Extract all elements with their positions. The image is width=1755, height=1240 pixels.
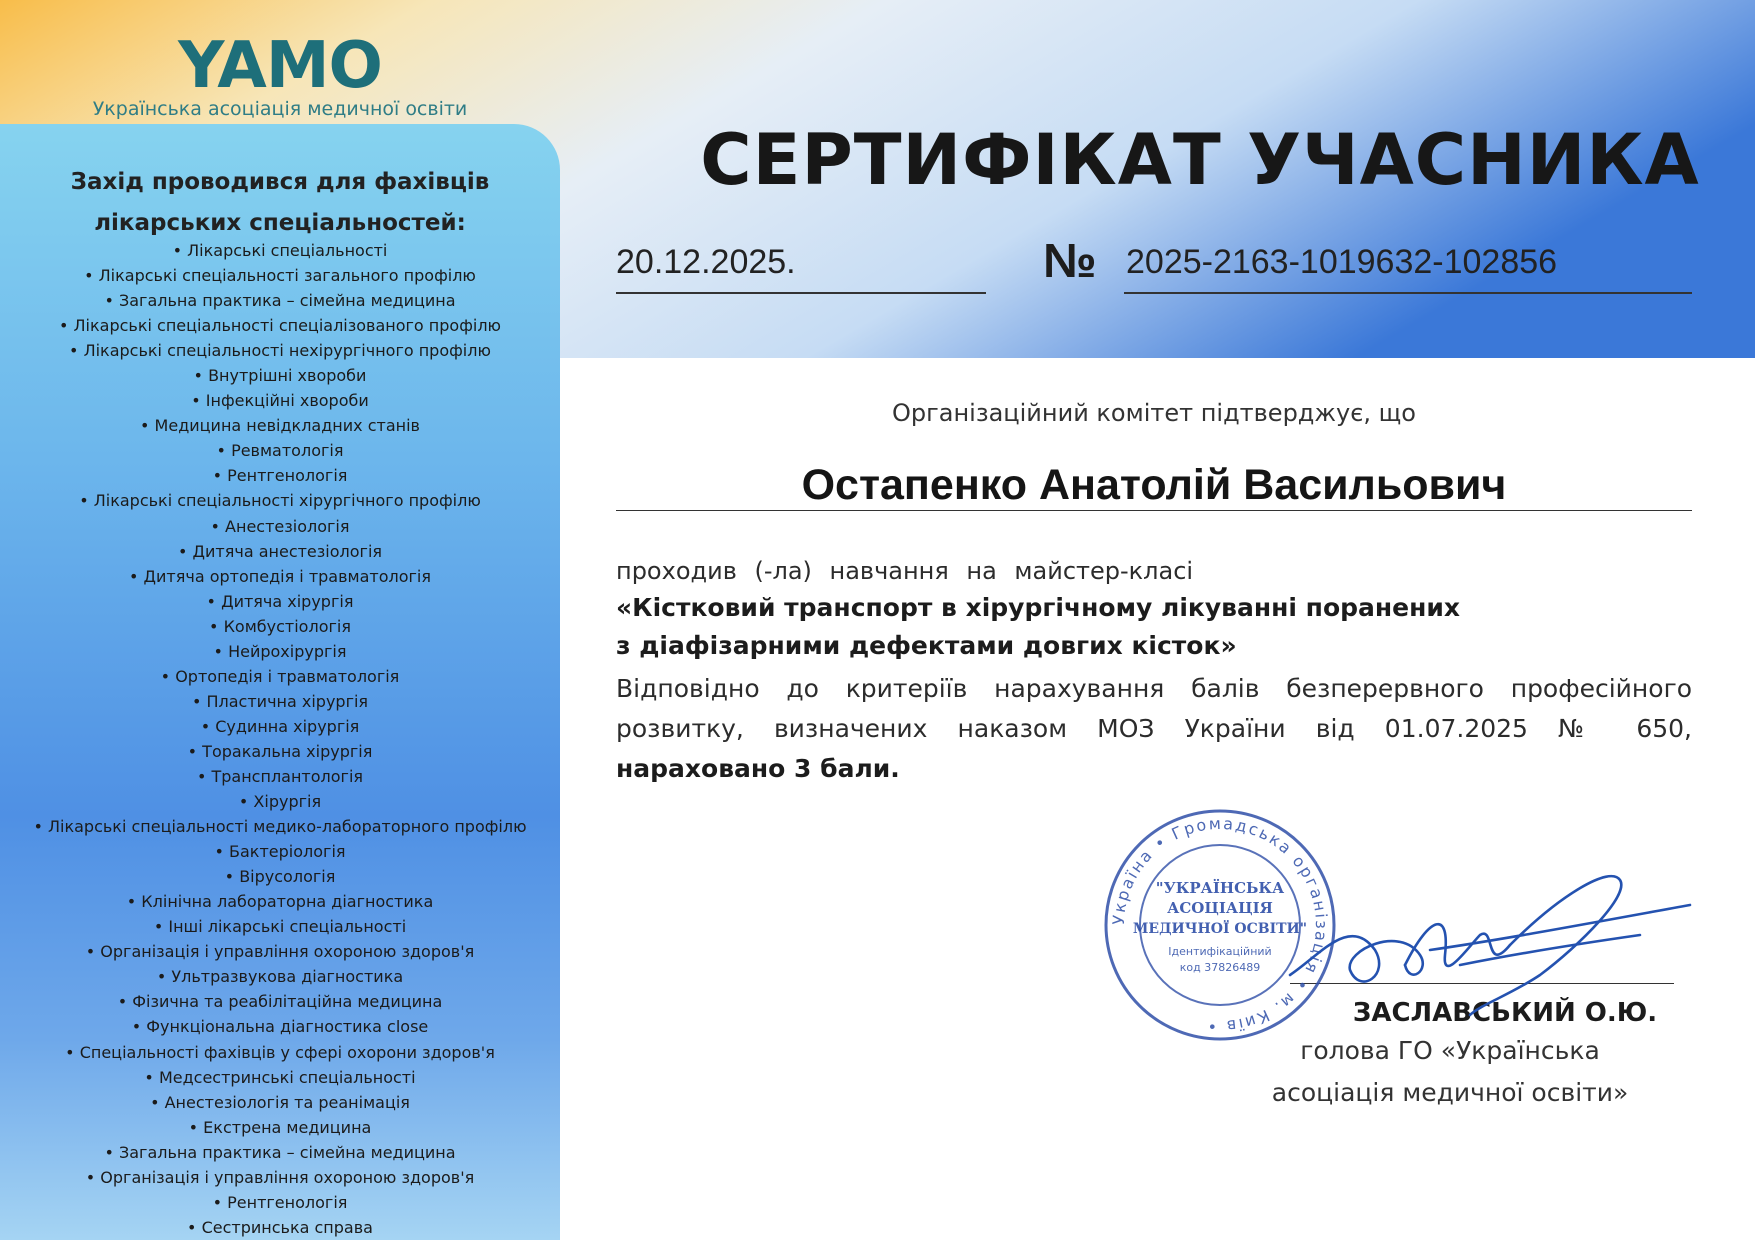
specialty-item: • Дитяча хірургія — [0, 589, 560, 614]
specialty-item: • Рентгенологія — [0, 1190, 560, 1215]
specialty-item: • Лікарські спеціальності — [0, 238, 560, 263]
criteria-line1: Відповідно до критеріїв нарахування балів безперервного професійного — [616, 674, 1692, 703]
specialty-item: • Лікарські спеціальності загального профілю — [0, 263, 560, 288]
specialty-item: • Лікарські спеціальності нехірургічного профілю — [0, 338, 560, 363]
specialty-item: • Ортопедія і травматологія — [0, 664, 560, 689]
name-underline — [616, 510, 1692, 511]
specialty-item: • Загальна практика – сімейна медицина — [0, 1140, 560, 1165]
specialty-item: • Бактеріологія — [0, 839, 560, 864]
certificate-body — [616, 553, 1692, 789]
stamp-line2: АСОЦІАЦІЯ — [1167, 899, 1273, 917]
certificate-number: 2025-2163-1019632-102856 — [1126, 243, 1558, 281]
signer-role-line2: асоціація медичної освіти» — [1271, 1078, 1629, 1107]
training-intro: проходив (-ла) навчання на майстер-класі — [616, 557, 1194, 585]
specialty-item: • Медсестринські спеціальності — [0, 1065, 560, 1090]
stamp-line1: "УКРАЇНСЬКА — [1155, 879, 1285, 897]
yamo-logo — [0, 30, 560, 120]
specialty-item: • Фізична та реабілітаційна медицина — [0, 989, 560, 1014]
stamp-line3: МЕДИЧНОЇ ОСВІТИ" — [1132, 921, 1308, 937]
specialty-item: • Організація і управління охороною здоров'я — [0, 939, 560, 964]
specialty-item: • Функціональна діагностика close — [0, 1014, 560, 1039]
specialty-item: • Трансплантологія — [0, 764, 560, 789]
points-awarded: нараховано 3 бали. — [616, 754, 900, 783]
specialty-item: • Медицина невідкладних станів — [0, 413, 560, 438]
course-title-line1: «Кістковий транспорт в хірургічному лікуванні поранених — [616, 593, 1461, 622]
criteria-line2: розвитку, визначених наказом МОЗ України від 01.07.2025 № 650, — [616, 714, 1692, 743]
specialty-item: • Клінічна лабораторна діагностика — [0, 889, 560, 914]
specialty-item: • Судинна хірургія — [0, 714, 560, 739]
signer-name: ЗАСЛАВСЬКИЙ О.Ю. — [1352, 998, 1658, 1028]
specialties-list — [0, 238, 560, 1240]
specialty-item: • Пластична хірургія — [0, 689, 560, 714]
specialty-item: • Організація і управління охороною здоров'я — [0, 1165, 560, 1190]
specialty-item: • Нейрохірургія — [0, 639, 560, 664]
logo-wordmark: YAMO — [178, 29, 382, 103]
stamp-id-code: код 37826489 — [1179, 961, 1261, 974]
number-underline — [1124, 292, 1692, 294]
specialty-item: • Дитяча анестезіологія — [0, 539, 560, 564]
specialties-heading — [20, 162, 540, 244]
confirmation-text: Організаційний комітет підтверджує, що — [892, 399, 1416, 427]
date-underline — [616, 292, 986, 294]
issue-date: 20.12.2025. — [616, 243, 796, 281]
handwritten-signature — [1280, 855, 1700, 1025]
certificate-title: СЕРТИФІКАТ УЧАСНИКА — [700, 119, 1700, 201]
specialty-item: • Хірургія — [0, 789, 560, 814]
specialty-item: • Лікарські спеціальності спеціалізованого профілю — [0, 313, 560, 338]
participant-name: Остапенко Анатолій Васильович — [801, 461, 1507, 509]
number-symbol: № — [1043, 235, 1097, 288]
specialty-item: • Внутрішні хвороби — [0, 363, 560, 388]
specialty-item: • Інші лікарські спеціальності — [0, 914, 560, 939]
specialty-item: • Анестезіологія та реанімація — [0, 1090, 560, 1115]
specialty-item: • Сестринська справа — [0, 1215, 560, 1240]
specialty-item: • Інфекційні хвороби — [0, 388, 560, 413]
specialty-item: • Рентгенологія — [0, 463, 560, 488]
specialty-item: • Комбустіологія — [0, 614, 560, 639]
specialty-item: • Лікарські спеціальності медико-лабораторного профілю — [0, 814, 560, 839]
signer-role-line1: голова ГО «Українська — [1300, 1036, 1600, 1065]
specialty-item: • Ревматологія — [0, 438, 560, 463]
stamp-id-label: Ідентифікаційний — [1168, 945, 1272, 958]
specialties-heading-line2: лікарських спеціальностей: — [94, 210, 466, 236]
logo-subtitle: Українська асоціація медичної освіти — [92, 98, 468, 120]
specialty-item: • Загальна практика – сімейна медицина — [0, 288, 560, 313]
specialty-item: • Вірусологія — [0, 864, 560, 889]
specialty-item: • Лікарські спеціальності хірургічного профілю — [0, 488, 560, 513]
specialty-item: • Дитяча ортопедія і травматологія — [0, 564, 560, 589]
stamp-ring-text: Україна • Громадська організація • м. Київ • — [1108, 813, 1332, 1037]
specialty-item: • Екстрена медицина — [0, 1115, 560, 1140]
course-title-line2: з діафізарними дефектами довгих кісток» — [616, 631, 1237, 660]
specialties-heading-line1: Захід проводився для фахівців — [70, 169, 490, 195]
specialty-item: • Спеціальності фахівців у сфері охорони здоров'я — [0, 1040, 560, 1065]
specialty-item: • Анестезіологія — [0, 514, 560, 539]
specialty-item: • Торакальна хірургія — [0, 739, 560, 764]
specialty-item: • Ультразвукова діагностика — [0, 964, 560, 989]
